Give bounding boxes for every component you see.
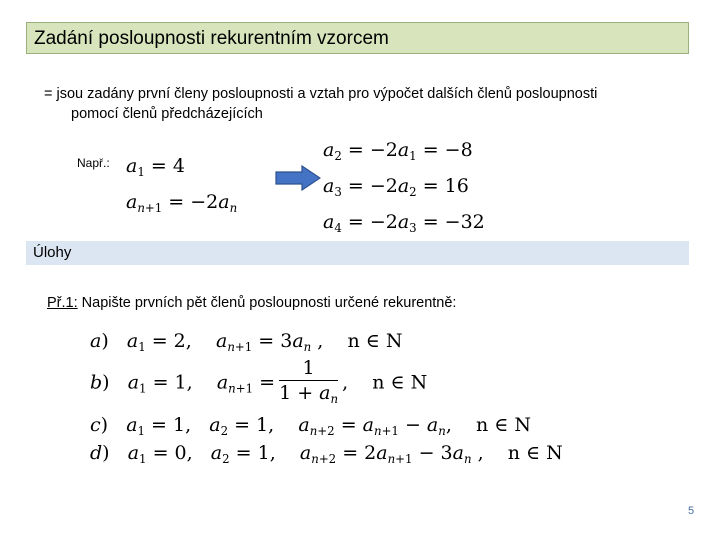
section-bar <box>26 241 689 265</box>
title-bar <box>26 22 689 54</box>
example-definition <box>126 151 237 223</box>
definition-line-1: = jsou zadány první členy posloupnosti a vztah pro výpočet dalších členů posloupnosti <box>44 86 598 102</box>
task-label: Př.1: <box>47 295 78 311</box>
formula-a1: $a_1 = 4$ <box>126 155 185 180</box>
fraction: $\frac{1}{1 + a_n}$ <box>279 357 339 407</box>
definition-text <box>44 84 694 124</box>
example-computed-terms <box>323 135 485 243</box>
task-statement <box>47 295 456 311</box>
page-title: Zadání posloupnosti rekurentním vzorcem <box>34 28 389 49</box>
formula-a2: $a_2 = -2a_1 = -8$ <box>323 139 473 164</box>
example-label: Např.: <box>77 156 110 170</box>
task-text: Napište prvních pět členů posloupnosti určené rekurentně: <box>77 295 457 311</box>
definition-line-2: pomocí členů předcházejících <box>71 106 263 122</box>
exercise-b: b) $a_1 = 1$, $a_{n+1}$ = $\frac{1}{1 + a_n}$ , n ∈ N <box>90 357 427 410</box>
section-title: Úlohy <box>33 244 72 261</box>
exercise-a: a) $a_1 = 2$, $a_{n+1} = 3a_n$ , n ∈ N <box>90 330 403 355</box>
formula-a4: $a_4 = -2a_3 = -32$ <box>323 211 485 236</box>
page-number: 5 <box>688 505 695 517</box>
exercise-d: d) $a_1 = 0$, $a_2 = 1$, $a_{n+2} = 2a_{n+1} - 3a_n$ , n ∈ N <box>90 442 563 467</box>
exercise-c: c) $a_1 = 1$, $a_2 = 1$, $a_{n+2} = a_{n+1} - a_n$, n ∈ N <box>90 414 532 439</box>
formula-a3: $a_3 = -2a_2 = 16$ <box>323 175 469 200</box>
formula-recursion: $a_{n+1} = -2a_n$ <box>126 191 238 216</box>
right-arrow-icon <box>275 165 321 191</box>
